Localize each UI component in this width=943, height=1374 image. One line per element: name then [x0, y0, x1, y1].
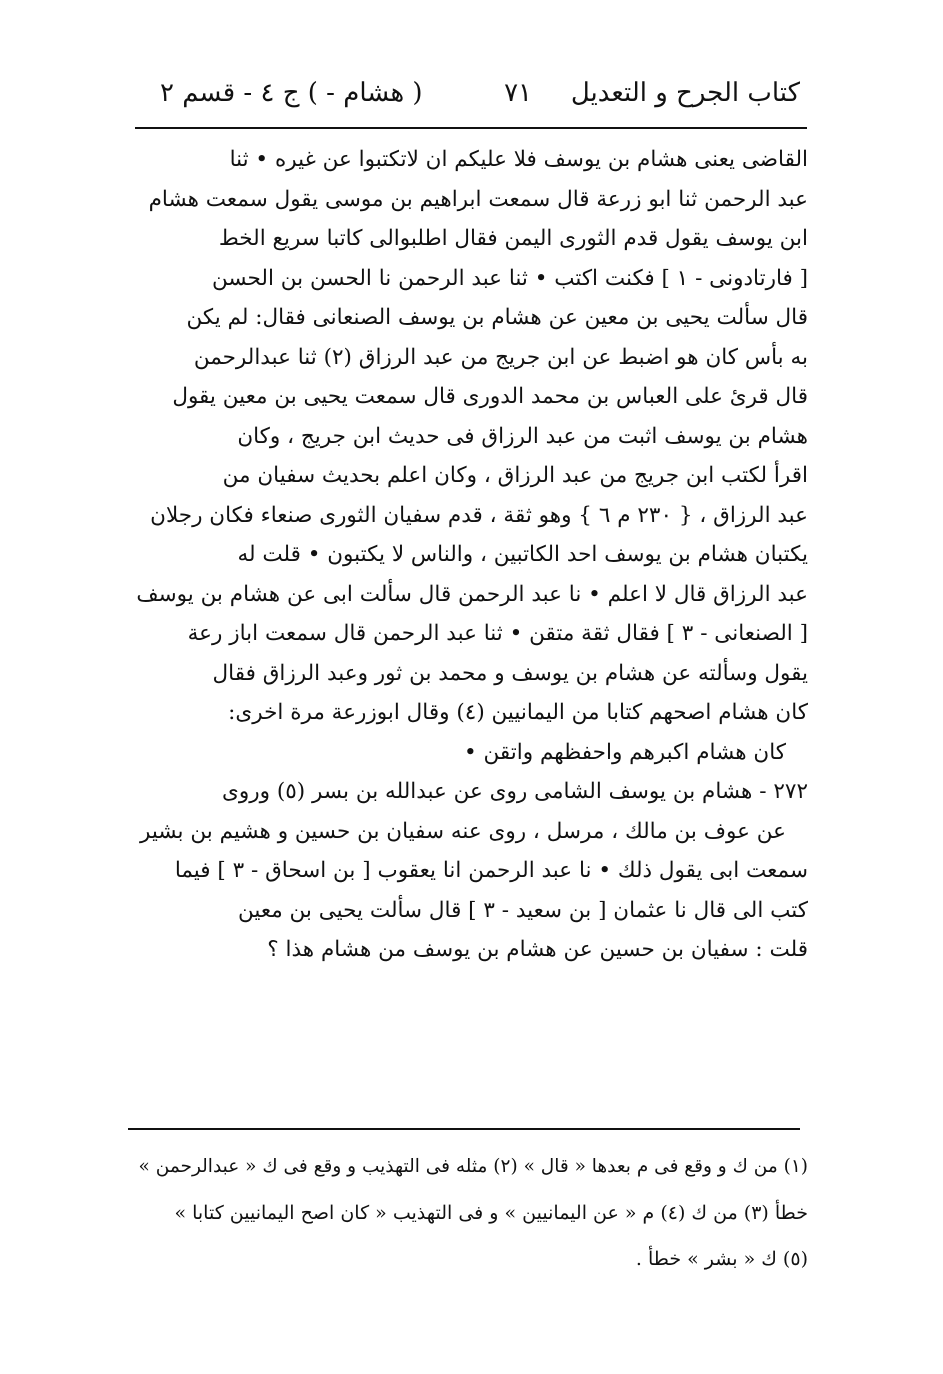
text-line: به بأس كان هو اضبط عن ابن جريج من عبد الرزاق (٢) ثنا عبدالرحمن [193, 344, 808, 370]
text-line: القاضى يعنى هشام بن يوسف فلا عليكم ان لاتكتبوا عن غيره • ثنا [229, 147, 808, 172]
text-line: هشام بن يوسف اثبت من عبد الرزاق فى حديث ابن جريج ، وكان [237, 423, 808, 449]
entry-heading-line: ٢٧٢ - هشام بن يوسف الشامى روى عن عبدالله بن بسر (٥) وروى [222, 779, 808, 804]
text-line: يكتبان هشام بن يوسف احد الكاتبين ، والناس لا يكتبون • قلت له [237, 542, 808, 567]
text-line: قلت : سفيان بن حسين عن هشام بن يوسف من هشام هذا ؟ [267, 937, 808, 962]
header-rule [135, 127, 807, 129]
section-label: ( هشام - ) ج ٤ - قسم ٢ [160, 78, 423, 108]
text-line: قال سألت يحيى بن معين عن هشام بن يوسف الصنعانى فقال: لم يكن [186, 305, 808, 330]
text-line: قال قرئ على العباس بن محمد الدورى قال سمعت يحيى بن معين يقول [172, 384, 808, 409]
page-number: ٧١ [504, 78, 532, 108]
book-title: كتاب الجرح و التعديل [570, 78, 800, 108]
footnote-line: (٥) ك « بشر » خطأ . [635, 1248, 808, 1270]
text-line: عبد الرحمن ثنا ابو زرعة قال سمعت ابراهيم بن موسى يقول سمعت هشام [148, 186, 808, 212]
running-header [160, 78, 800, 122]
text-line: عن عوف بن مالك ، مرسل ، روى عنه سفيان بن حسين و هشيم بن بشير [140, 818, 786, 844]
text-line: سمعت ابى يقول ذلك • نا عبد الرحمن انا يعقوب [ بن اسحاق - ٣ ] فيما [174, 858, 808, 883]
text-line: [ فارتادونى - ١ ] فكنت اكتب • ثنا عبد الرحمن نا الحسن بن الحسن [211, 265, 808, 291]
text-line: كان هشام اكبرهم واحفظهم واتقن • [464, 739, 786, 765]
text-line: اقرأ لكتب ابن جريج من عبد الرزاق ، وكان اعلم بحديث سفيان من [222, 463, 808, 488]
text-line: عبد الرزاق ، { ٢٣٠ م ٦ } وهو ثقة ، قدم سفيان الثورى صنعاء فكان رجلان [150, 502, 808, 528]
footnotes [128, 1144, 808, 1282]
text-line: كتب الى قال نا عثمان [ بن سعيد - ٣ ] قال سألت يحيى بن معين [237, 897, 808, 923]
text-line: عبد الرزاق قال لا اعلم • نا عبد الرحمن قال سألت ابى عن هشام بن يوسف [136, 581, 808, 607]
footnote-rule [128, 1128, 800, 1130]
footnote-line: خطأ (٣) من ك (٤) م « عن اليمانيين » و فى التهذيب « كان اصح اليمانيين كتابا » [174, 1202, 808, 1224]
text-line: [ الصنعانى - ٣ ] فقال ثقة متقن • ثنا عبد الرحمن قال سمعت اباز رعة [187, 621, 808, 646]
text-line: كان هشام اصحهم كتابا من اليمانيين (٤) وقال ابوزرعة مرة اخرى: [228, 700, 808, 725]
text-line: ابن يوسف يقول قدم الثورى اليمن فقال اطلبوالى كاتبا سريع الخط [218, 226, 808, 251]
footnote-line: (١) من ك و وقع فى م بعدها « قال » (٢) مثله فى التهذيب و وقع فى ك « عبدالرحمن » [138, 1156, 808, 1177]
text-line: يقول وسألته عن هشام بن يوسف و محمد بن ثور وعبد الرزاق فقال [212, 660, 808, 686]
main-text [128, 140, 808, 970]
